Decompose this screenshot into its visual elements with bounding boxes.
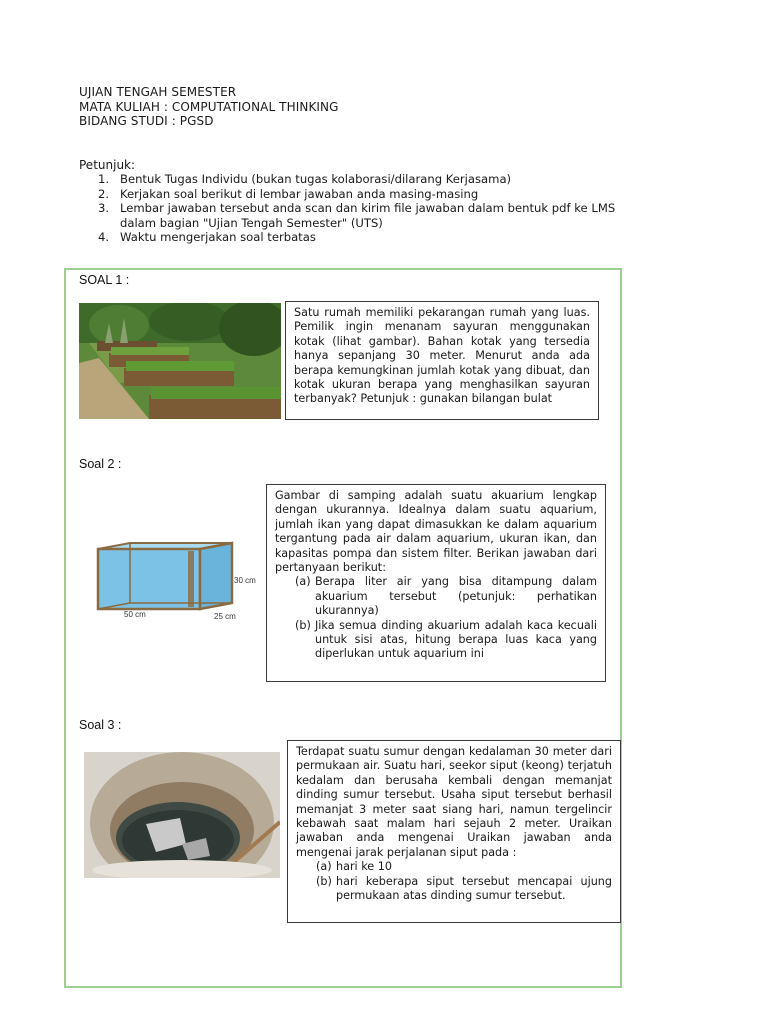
instruction-text: Kerjakan soal berikut di lembar jawaban anda masing-masing [120,186,479,201]
exam-header [79,85,339,129]
question-1-text: Satu rumah memiliki pekarangan rumah yang luas. Pemilik ingin menanam sayuran menggunakan kotak (lihat gambar). Bahan kotak yang tersedia hanya sepanjang 30 meter. Menurut anda ada berapa kemungkinan jumlah kotak yang dibuat, dan kotak ukuran berapa yang menghasilkan sayuran terbanyak? Petunjuk : gunakan bilangan bulat [294,306,590,406]
instruction-number: 2. [98,186,110,201]
instruction-number: 3. [98,201,110,216]
instruction-number: 4. [98,230,110,245]
question-2-part-b [295,619,597,662]
part-b-label: (b) [316,874,332,888]
instruction-text: Lembar jawaban tersebut anda scan dan kirim file jawaban dalam bentuk pdf ke LMS dalam bagian "Ujian Tengah Semester" (UTS) [120,201,616,230]
instruction-item [98,172,618,187]
aquarium-diagram [88,535,266,625]
well-photo [84,752,280,878]
part-a-text: Berapa liter air yang bisa ditampung dalam akuarium tersebut (petunjuk: perhatikan ukurannya) [315,575,597,618]
part-a-label: (a) [316,860,332,874]
question-2-box [266,484,606,682]
question-2-intro: Gambar di samping adalah suatu akuarium lengkap dengan ukurannya. Idealnya dalam suatu aquarium, jumlah ikan yang dapat dimasukkan ke dalam aquarium tergantung pada air dalam aquarium, ukuran ikan, dan kapasitas pompa dan sistem filter. Berikan jawaban dari pertanyaan berikut: [275,489,597,575]
part-a-text: hari ke 10 [336,860,392,874]
question-2-part-a [295,575,597,618]
instruction-item [98,187,618,202]
question-3-label: Soal 3 : [79,718,122,732]
question-3-part-a [316,860,612,874]
part-b-text: hari keberapa siput tersebut mencapai ujung permukaan atas dinding sumur tersebut. [336,874,612,903]
question-1-box [285,301,599,420]
aquarium-length-label: 50 cm [124,610,146,619]
part-b-text: Jika semua dinding akuarium adalah kaca kecuali untuk sisi atas, hitung berapa luas kaca yang diperlukan untuk aquarium ini [315,618,597,661]
question-3-intro: Terdapat suatu sumur dengan kedalaman 30 meter dari permukaan air. Suatu hari, seekor siput (keong) terjatuh kedalam dan berusaha kembali dengan memanjat dinding sumur tersebut. Usaha siput tersebut berhasil memanjat 3 meter saat siang hari, namun tergelincir kebawah saat malam hari sejauh 2 meter. Uraikan jawaban anda mengenai Uraikan jawaban anda mengenai jarak perjalanan siput pada : [296,745,612,859]
instruction-item [98,201,618,230]
instruction-text: Bentuk Tugas Individu (bukan tugas kolaborasi/dilarang Kerjasama) [120,172,512,186]
aquarium-width-label: 25 cm [214,612,236,621]
instructions-list [98,172,618,245]
instruction-number: 1. [98,172,110,186]
garden-photo [79,303,281,419]
question-1-label: SOAL 1 : [79,273,130,287]
part-b-label: (b) [295,618,311,632]
instructions-title: Petunjuk: [79,158,136,172]
course-name: MATA KULIAH : COMPUTATIONAL THINKING [79,99,339,114]
study-field: BIDANG STUDI : PGSD [79,114,214,128]
instruction-text: Waktu mengerjakan soal terbatas [120,230,316,245]
part-a-label: (a) [295,575,311,589]
instruction-item [98,230,618,245]
aquarium-height-label: 30 cm [234,576,256,585]
question-2-label: Soal 2 : [79,457,122,471]
question-3-box [287,740,621,923]
exam-title: UJIAN TENGAH SEMESTER [79,85,237,99]
question-3-part-b [316,875,612,904]
